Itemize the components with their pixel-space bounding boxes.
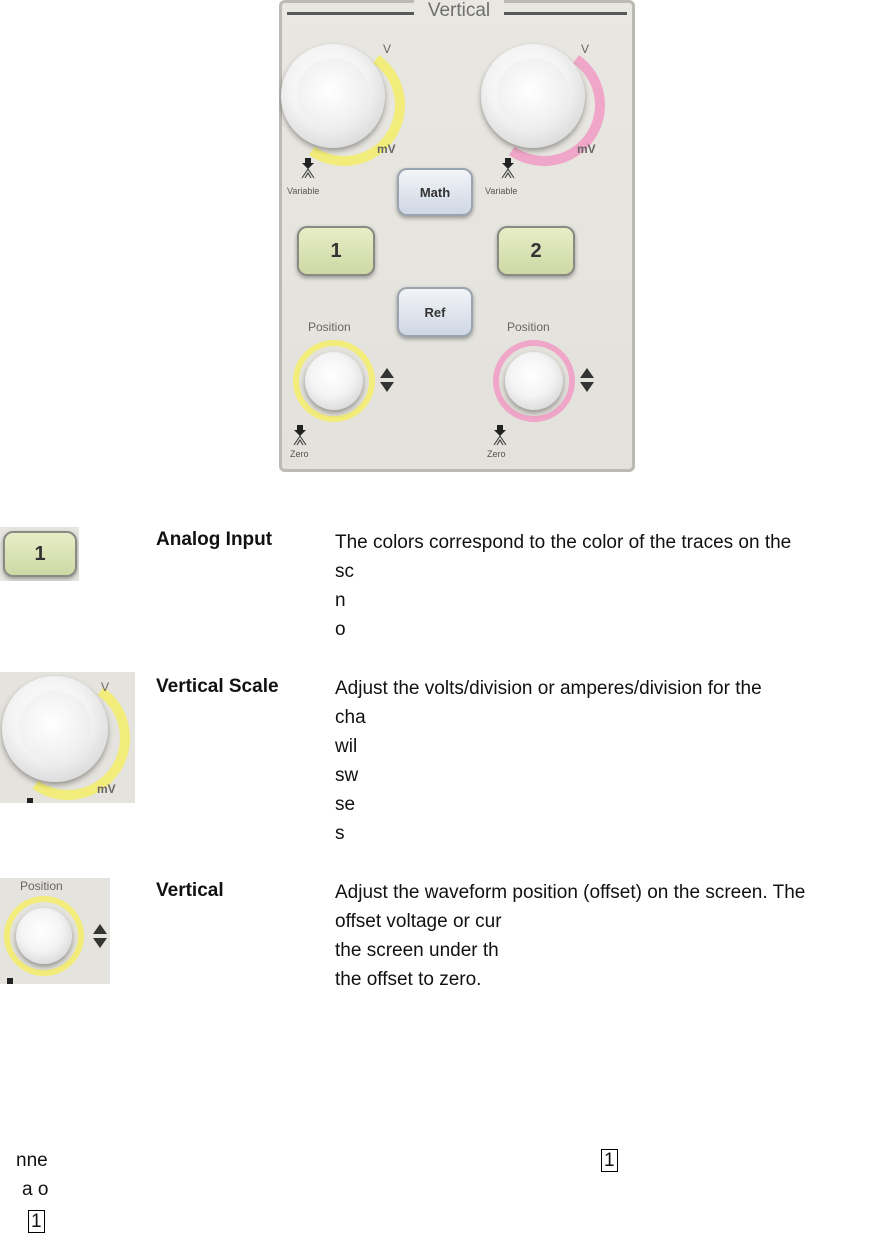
panel-divider-left <box>287 12 417 15</box>
description-line: cha <box>335 707 366 728</box>
description-line: s <box>335 823 345 844</box>
description-line: the screen under th <box>335 940 499 961</box>
panel-divider-right <box>497 12 627 15</box>
scale-knob-cap <box>19 691 91 763</box>
vertical-control-panel <box>279 0 635 472</box>
boxed-number: 1 <box>28 1210 45 1233</box>
analog-input-title: Analog Input <box>156 529 273 550</box>
ch1-scale-knob-cap <box>297 58 369 130</box>
channel-1-button-thumb: 1 <box>3 531 77 577</box>
boxed-number: 1 <box>601 1149 618 1172</box>
description-line: offset voltage or cur <box>335 911 502 932</box>
description-line: wil <box>335 736 358 757</box>
ch2-volts-label: V <box>581 42 590 56</box>
ch2-scale-knob[interactable] <box>481 44 585 148</box>
panel-title: Vertical <box>414 0 504 22</box>
ch1-volts-label: V <box>383 42 392 56</box>
vertical-scale-title: Vertical Scale <box>156 676 279 697</box>
up-down-arrows-icon <box>580 368 594 392</box>
up-down-arrows-icon <box>93 924 107 948</box>
ch1-variable-label: Variable <box>287 186 320 196</box>
push-variable-icon <box>300 158 316 178</box>
up-down-arrows-icon <box>380 368 394 392</box>
push-zero-icon <box>492 425 508 445</box>
description-line: n <box>335 590 346 611</box>
thumb-volts-label: V <box>101 680 110 694</box>
push-icon-fragment <box>7 978 13 984</box>
channel-1-button[interactable]: 1 <box>297 226 375 276</box>
ch2-millivolts-label: mV <box>577 142 596 156</box>
analog-input-thumbnail <box>0 527 79 581</box>
ch1-millivolts-label: mV <box>377 142 396 156</box>
ch1-position-label: Position <box>308 320 351 334</box>
page-number <box>601 1146 618 1175</box>
footer-boxed-number <box>28 1207 45 1236</box>
scale-knob-thumb <box>2 676 108 782</box>
ch2-position-label: Position <box>507 320 550 334</box>
thumb-millivolts-label: mV <box>97 782 116 796</box>
ch2-zero-label: Zero <box>487 449 506 459</box>
math-button[interactable]: Math <box>397 168 473 216</box>
ch2-variable-label: Variable <box>485 186 518 196</box>
description-line: Adjust the waveform position (offset) on the screen. The <box>335 882 806 903</box>
push-zero-icon <box>292 425 308 445</box>
description-line: o <box>335 619 346 640</box>
ch1-position-knob[interactable] <box>305 352 363 410</box>
vertical-position-title: Vertical <box>156 880 224 901</box>
ch2-scale-knob-cap <box>497 58 569 130</box>
push-icon-fragment <box>27 798 33 803</box>
ch1-zero-label: Zero <box>290 449 309 459</box>
ch1-scale-knob[interactable] <box>281 44 385 148</box>
push-variable-icon <box>500 158 516 178</box>
description-line: the offset to zero. <box>335 969 482 990</box>
ch2-position-knob[interactable] <box>505 352 563 410</box>
description-line: The colors correspond to the color of the traces on the <box>335 532 792 553</box>
analog-input-description <box>335 528 886 644</box>
vertical-scale-description <box>335 674 886 848</box>
thumb-position-label: Position <box>20 879 63 893</box>
channel-2-button[interactable]: 2 <box>497 226 575 276</box>
ref-button[interactable]: Ref <box>397 287 473 337</box>
description-line: se <box>335 794 356 815</box>
vertical-position-thumbnail <box>0 878 110 984</box>
description-line: Adjust the volts/division or amperes/division for the <box>335 678 762 699</box>
description-line: sw <box>335 765 359 786</box>
description-line: sc <box>335 561 354 582</box>
vertical-position-description <box>335 878 886 994</box>
position-knob-thumb <box>16 908 72 964</box>
footer-fragment: nne <box>16 1150 48 1171</box>
footer-fragment: a o <box>22 1179 49 1200</box>
vertical-scale-thumbnail <box>0 672 135 803</box>
